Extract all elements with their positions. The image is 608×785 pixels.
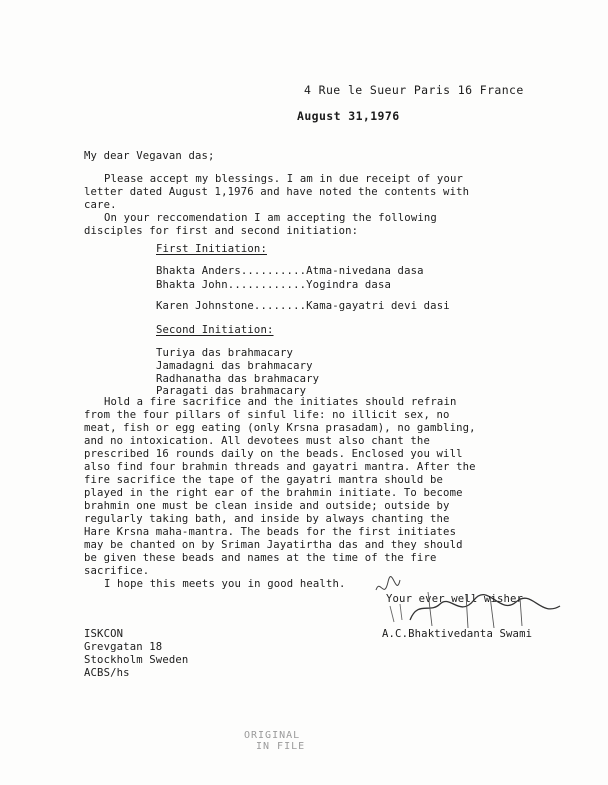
para3-line: brahmin one must be clean inside and outside; outside by [84, 500, 450, 512]
closing: Your ever well wisher [386, 593, 524, 605]
para3-line: prescribed 16 rounds daily on the beads. Enclosed you will [84, 448, 463, 460]
para3-line: and no intoxication. All devotees must also chant the [84, 435, 430, 447]
first-initiate: Bhakta John............Yogindra dasa [156, 279, 392, 291]
para3-line: Hare Krsna maha-mantra. The beads for the first initiates [84, 526, 457, 538]
para3-line: fire sacrifice the tape of the gayatri mantra should be [84, 474, 444, 486]
para3-line: be given these beads and names at the time of the fire [84, 552, 437, 564]
closing-line: I hope this meets you in good health. [104, 578, 346, 590]
para3-line: from the four pillars of sinful life: no illicit sex, no [84, 409, 450, 421]
para3-line: meat, fish or egg eating (only Krsna prasadam), no gambling, [84, 422, 476, 434]
para3-line: played in the right ear of the brahmin initiate. To become [84, 487, 463, 499]
para2-line: disciples for first and second initiation: [84, 225, 359, 237]
para1-line: letter dated August 1,1976 and have noted the contents with [84, 186, 470, 198]
para2-line: On your reccomendation I am accepting the following [104, 212, 437, 224]
second-initiate: Turiya das brahmacary [156, 347, 294, 359]
first-initiation-heading: First Initiation: [156, 243, 267, 255]
stamp-line: ORIGINAL [244, 730, 301, 741]
para1-line: Please accept my blessings. I am in due receipt of your [104, 173, 464, 185]
stamp-line: IN FILE [256, 741, 306, 752]
para1-line: care. [84, 199, 117, 211]
original-in-file-stamp [244, 730, 305, 752]
sender-address: 4 Rue le Sueur Paris 16 France [304, 83, 524, 97]
first-initiate-extra: Karen Johnstone........Kama-gayatri devi dasi [156, 300, 450, 312]
para3-line: also find four brahmin threads and gayatri mantra. After the [84, 461, 476, 473]
letter-date: August 31,1976 [297, 109, 400, 123]
para3-line: Hold a fire sacrifice and the initiates should refrain [104, 396, 457, 408]
second-initiate: Jamadagni das brahmacary [156, 360, 313, 372]
recipient-line: ACBS/hs [84, 667, 130, 679]
salutation: My dear Vegavan das; [84, 150, 215, 162]
second-initiation-heading: Second Initiation: [156, 324, 274, 336]
signature-name: A.C.Bhaktivedanta Swami [382, 628, 533, 640]
recipient-line: ISKCON [84, 628, 124, 640]
para3-line: regularly taking bath, and inside by always chanting the [84, 513, 450, 525]
recipient-line: Stockholm Sweden [84, 654, 189, 666]
para3-line: may be chanted on by Sriman Jayatirtha das and they should [84, 539, 463, 551]
para3-line: sacrifice. [84, 565, 150, 577]
second-initiate: Radhanatha das brahmacary [156, 373, 320, 385]
recipient-line: Grevgatan 18 [84, 641, 163, 653]
first-initiate: Bhakta Anders..........Atma-nivedana dasa [156, 265, 424, 277]
second-initiate: Paragati das brahmacary [156, 385, 307, 397]
